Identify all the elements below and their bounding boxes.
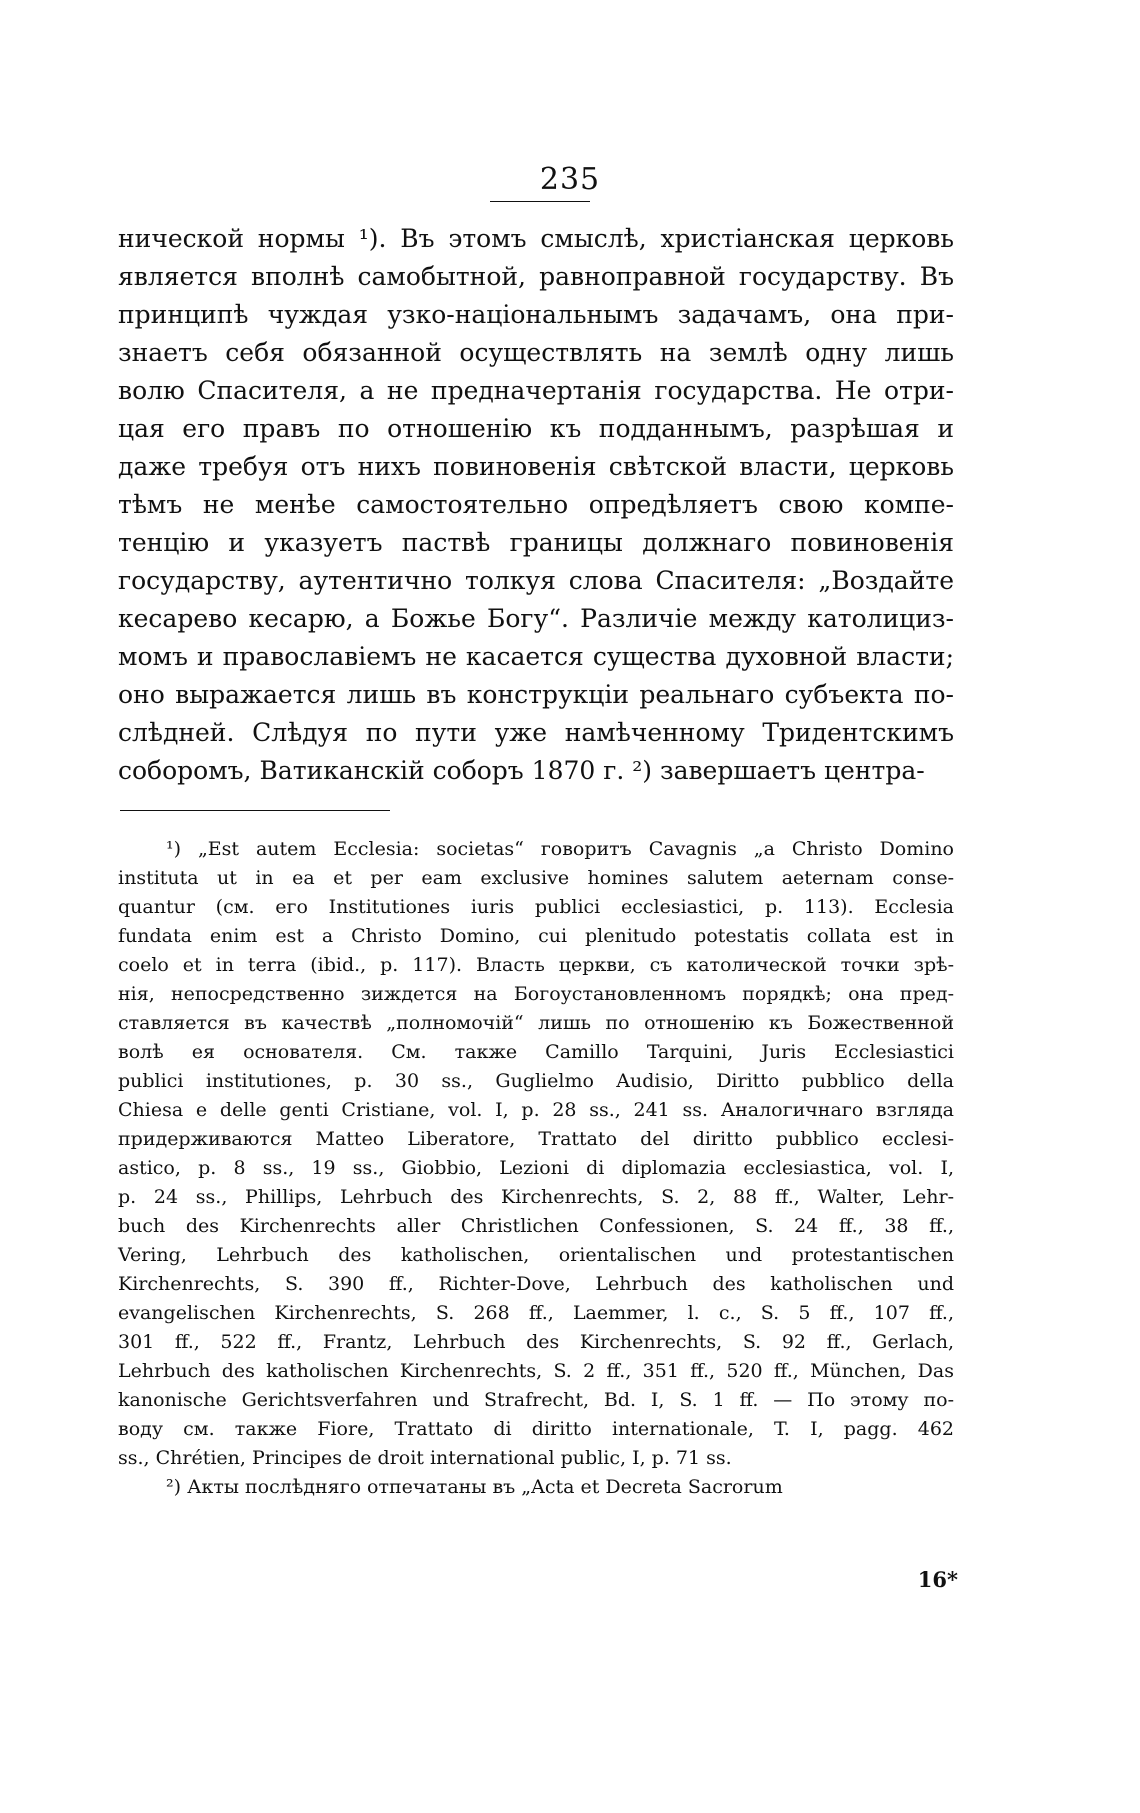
main-text-line: даже требуя отъ нихъ повиновенія свѣтской власти, церковь	[118, 452, 954, 481]
page-number: 235	[539, 162, 601, 197]
footnote-line: Vering, Lehrbuch des katholischen, orientalischen und protestantischen	[118, 1244, 954, 1266]
main-text-line: волю Спасителя, а не предначертанія государства. Не отри-	[118, 376, 954, 405]
footnote-line: p. 24 ss., Phillips, Lehrbuch des Kirchenrechts, S. 2, 88 ff., Walter, Lehr-	[118, 1186, 954, 1208]
main-text-line: тѣмъ не менѣе самостоятельно опредѣляетъ свою компе-	[118, 490, 954, 519]
footnotes	[118, 835, 954, 1502]
footnote-line: нія, непосредственно зиждется на Богоустановленномъ порядкѣ; она пред-	[118, 983, 954, 1005]
footnote-line: Chiesa e delle genti Cristiane, vol. I, p. 28 ss., 241 ss. Аналогичнаго взгляда	[118, 1099, 954, 1121]
main-text-line: кесарево кесарю, а Божье Богу“. Различіе между католициз-	[118, 604, 954, 633]
footnote-line: Kirchenrechts, S. 390 ff., Richter-Dove, Lehrbuch des katholischen und	[118, 1273, 954, 1295]
main-text-line: оно выражается лишь въ конструкціи реальнаго субъекта по-	[118, 680, 954, 709]
footnote-line: волѣ ея основателя. См. также Camillo Tarquini, Juris Ecclesiastici	[118, 1041, 954, 1063]
footnote-line: ¹) „Est autem Ecclesia: societas“ говоритъ Cavagnis „a Christo Domino	[166, 838, 954, 860]
footnote-line: Lehrbuch des katholischen Kirchenrechts, S. 2 ff., 351 ff., 520 ff., München, Das	[118, 1360, 954, 1382]
page-number-rule	[490, 201, 590, 202]
main-text-line: принципѣ чуждая узко-національнымъ задачамъ, она при-	[118, 300, 954, 329]
main-text	[118, 220, 954, 790]
footnote-line: kanonische Gerichtsverfahren und Strafrecht, Bd. I, S. 1 ff. — По этому по-	[118, 1389, 954, 1411]
footnote-line: buch des Kirchenrechts aller Christlichen Confessionen, S. 24 ff., 38 ff.,	[118, 1215, 954, 1237]
main-text-line: момъ и православіемъ не касается существа духовной власти;	[118, 642, 954, 671]
footnote-line: evangelischen Kirchenrechts, S. 268 ff., Laemmer, l. c., S. 5 ff., 107 ff.,	[118, 1302, 954, 1324]
main-text-line: государству, аутентично толкуя слова Спасителя: „Воздайте	[118, 566, 954, 595]
footnote-line: ²) Акты послѣдняго отпечатаны въ „Acta et Decreta Sacrorum	[166, 1476, 783, 1498]
footnote-line: astico, p. 8 ss., 19 ss., Giobbio, Lezioni di diplomazia ecclesiastica, vol. I,	[118, 1157, 954, 1179]
footnote-line: instituta ut in ea et per eam exclusive homines salutem aeternam conse-	[118, 867, 954, 889]
footnote-line: fundata enim est a Christo Domino, cui plenitudo potestatis collata est in	[118, 925, 954, 947]
main-text-line: является вполнѣ самобытной, равноправной государству. Въ	[118, 262, 954, 291]
main-text-line: тенцію и указуетъ паствѣ границы должнаго повиновенія	[118, 528, 954, 557]
printer-signature-mark: 16*	[917, 1567, 958, 1592]
main-text-line: нической нормы ¹). Въ этомъ смыслѣ, христіанская церковь	[118, 224, 954, 253]
main-text-line: цая его правъ по отношенію къ подданнымъ, разрѣшая и	[118, 414, 954, 443]
main-text-line: соборомъ, Ватиканскій соборъ 1870 г. ²) завершаетъ центра-	[118, 756, 925, 785]
footnote-line: воду см. также Fiore, Trattato di diritto internationale, T. I, pagg. 462	[118, 1418, 954, 1440]
footnote-line: publici institutiones, p. 30 ss., Guglielmo Audisio, Diritto pubblico della	[118, 1070, 954, 1092]
footnote-separator	[120, 810, 390, 811]
footnote-line: 301 ff., 522 ff., Frantz, Lehrbuch des Kirchenrechts, S. 92 ff., Gerlach,	[118, 1331, 954, 1353]
footnote-line: quantur (см. его Institutiones iuris publici ecclesiastici, p. 113). Ecclesia	[118, 896, 954, 918]
footnote-line: coelo et in terra (ibid., p. 117). Власть церкви, съ католической точки зрѣ-	[118, 954, 954, 976]
main-text-line: знаетъ себя обязанной осуществлять на землѣ одну лишь	[118, 338, 954, 367]
main-text-line: слѣдней. Слѣдуя по пути уже намѣченному Тридентскимъ	[118, 718, 954, 747]
footnote-line: придерживаются Matteo Liberatore, Trattato del diritto pubblico ecclesi-	[118, 1128, 954, 1150]
footnote-line: ss., Chrétien, Principes de droit international public, I, p. 71 ss.	[118, 1447, 732, 1469]
footnote-line: ставляется въ качествѣ „полномочій“ лишь по отношенію къ Божественной	[118, 1012, 954, 1034]
